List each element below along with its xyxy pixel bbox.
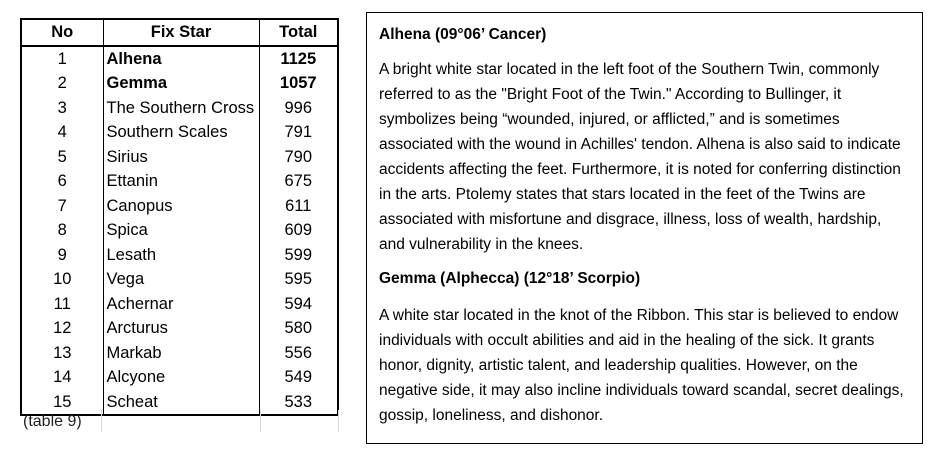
star-name: Scheat <box>103 390 259 416</box>
star-name: Vega <box>103 267 259 292</box>
star-name: Gemma <box>103 71 259 96</box>
sheet-gridline <box>101 410 102 432</box>
gemma-paragraph: A white star located in the knot of the Ribbon. This star is believed to endow individuals with occult abilities and aid in the healing of the sick. It grants honor, dignity, artistic talent, and leadership qualities. However, on the negative side, it may also incline individuals toward scandal, secret dealings, gossip, loneliness, and dishonor. <box>379 307 904 424</box>
alhena-paragraph: A bright white star located in the left foot of the Southern Twin, commonly referred to as the "Bright Foot of the Twin." According to Bullinger, it symbolizes being “wounded, injured, or afflicted,” and is sometimes associated with the wound in Achilles' tendon. Alhena is also said to indicate accidents affecting the feet. Furthermore, it is noted for conferring distinction in the arts. Ptolemy states that stars located in the feet of the Twins are associated with misfortune and disgrace, illness, loss of wealth, hardship, and vulnerability in the knees. <box>379 61 901 253</box>
row-number: 6 <box>21 169 103 194</box>
row-total: 790 <box>259 145 338 170</box>
row-total: 556 <box>259 341 338 366</box>
header-no: No <box>21 19 103 46</box>
star-name: Lesath <box>103 243 259 268</box>
table-row <box>21 218 338 243</box>
star-name: Spica <box>103 218 259 243</box>
row-total: 611 <box>259 194 338 219</box>
table-row <box>21 292 338 317</box>
table-row <box>21 243 338 268</box>
row-total: 609 <box>259 218 338 243</box>
row-total: 599 <box>259 243 338 268</box>
star-name: Markab <box>103 341 259 366</box>
row-number: 3 <box>21 96 103 121</box>
row-number: 10 <box>21 267 103 292</box>
gemma-heading: Gemma (Alphecca) (12°18’ Scorpio) <box>379 270 641 287</box>
table-caption: (table 9) <box>23 413 82 430</box>
row-number: 5 <box>21 145 103 170</box>
sheet-gridline <box>260 410 261 432</box>
table-row <box>21 365 338 390</box>
table-row <box>21 267 338 292</box>
fix-star-table <box>20 18 339 416</box>
row-total: 791 <box>259 120 338 145</box>
table-row <box>21 194 338 219</box>
row-number: 9 <box>21 243 103 268</box>
row-number: 15 <box>21 390 103 416</box>
table-row <box>21 316 338 341</box>
description-box <box>366 12 923 444</box>
row-number: 2 <box>21 71 103 96</box>
header-fix-star: Fix Star <box>103 19 259 46</box>
star-name: Sirius <box>103 145 259 170</box>
star-name: The Southern Cross <box>103 96 259 121</box>
header-total: Total <box>259 19 338 46</box>
table-row <box>21 390 338 416</box>
row-number: 13 <box>21 341 103 366</box>
row-total: 1125 <box>259 46 338 72</box>
row-total: 675 <box>259 169 338 194</box>
table-row <box>21 341 338 366</box>
star-name: Alcyone <box>103 365 259 390</box>
table-row <box>21 145 338 170</box>
row-total: 595 <box>259 267 338 292</box>
row-number: 8 <box>21 218 103 243</box>
row-total: 996 <box>259 96 338 121</box>
sheet-gridline <box>338 410 339 432</box>
table-row <box>21 169 338 194</box>
row-total: 549 <box>259 365 338 390</box>
row-number: 4 <box>21 120 103 145</box>
row-total: 580 <box>259 316 338 341</box>
table-row <box>21 71 338 96</box>
row-number: 7 <box>21 194 103 219</box>
star-name: Southern Scales <box>103 120 259 145</box>
star-name: Arcturus <box>103 316 259 341</box>
star-name: Achernar <box>103 292 259 317</box>
alhena-heading: Alhena (09°06’ Cancer) <box>379 26 547 43</box>
table-row <box>21 120 338 145</box>
star-name: Alhena <box>103 46 259 72</box>
row-total: 533 <box>259 390 338 416</box>
row-number: 1 <box>21 46 103 72</box>
table-row <box>21 46 338 72</box>
row-total: 594 <box>259 292 338 317</box>
table-header-row <box>21 19 338 46</box>
table-body <box>21 46 338 416</box>
table-row <box>21 96 338 121</box>
row-number: 14 <box>21 365 103 390</box>
row-number: 12 <box>21 316 103 341</box>
row-total: 1057 <box>259 71 338 96</box>
row-number: 11 <box>21 292 103 317</box>
star-name: Ettanin <box>103 169 259 194</box>
star-name: Canopus <box>103 194 259 219</box>
